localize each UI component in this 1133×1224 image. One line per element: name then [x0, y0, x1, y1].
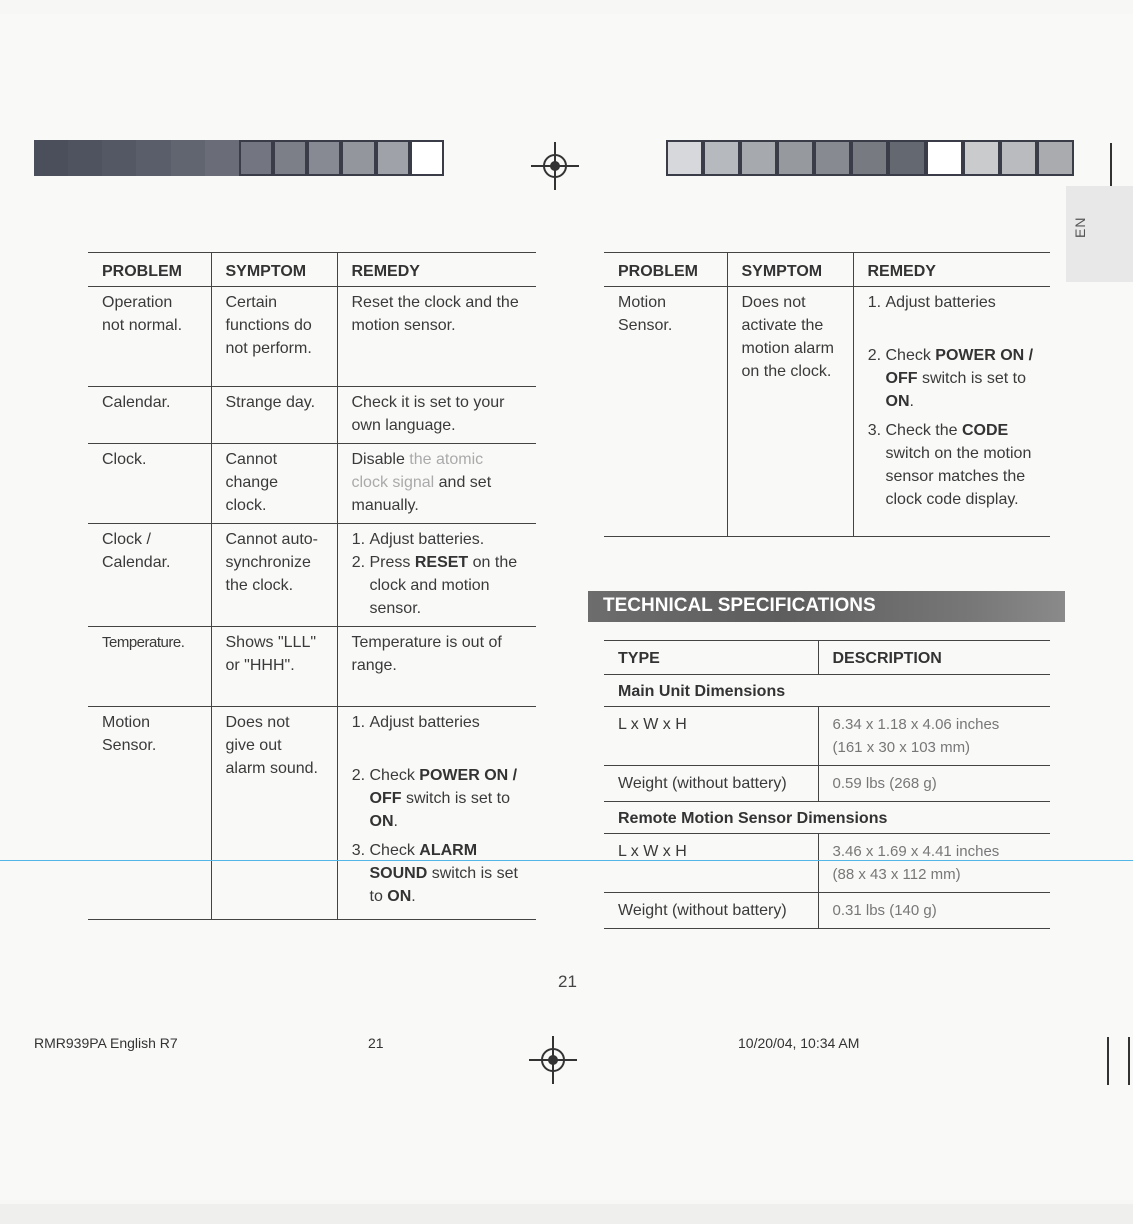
- crop-mark-bottom-right-2: [1128, 1037, 1130, 1085]
- footer-timestamp: 10/20/04, 10:34 AM: [738, 1035, 860, 1051]
- remedy-steps: [352, 711, 523, 908]
- header-remedy: REMEDY: [853, 253, 1050, 287]
- step-keyword: POWER ON / OFF: [369, 767, 518, 807]
- symptom-cell: Certain functions do not perform.: [211, 287, 337, 387]
- tech-specs-table: [604, 640, 1050, 929]
- step-text: .: [909, 393, 914, 410]
- header-symptom: SYMPTOM: [727, 253, 853, 287]
- color-swatch: [888, 140, 925, 176]
- remedy-text: and set manually.: [351, 474, 492, 514]
- step-text: switch on the motion sensor matches the clock code display.: [885, 445, 1032, 508]
- remedy-cell: [337, 707, 536, 920]
- step-text: .: [411, 888, 416, 905]
- step-text: Check: [369, 842, 420, 859]
- symptom-cell: Shows "LLL" or "HHH".: [211, 627, 337, 707]
- remedy-step: [886, 344, 1037, 413]
- symptom-cell: Strange day.: [211, 387, 337, 444]
- symptom-cell: Cannot change clock.: [211, 444, 337, 524]
- language-tab: [1066, 186, 1133, 282]
- color-swatch: [376, 140, 410, 176]
- color-swatch: [171, 140, 205, 176]
- color-swatch: [68, 140, 102, 176]
- table-header-row: [604, 641, 1050, 675]
- remedy-step: 1. Adjust batteries.: [370, 528, 523, 551]
- color-swatch: [341, 140, 375, 176]
- footer-doc-id: RMR939PA English R7: [34, 1035, 178, 1051]
- problem-cell: Calendar.: [88, 387, 211, 444]
- table-header-row: [604, 253, 1050, 287]
- remedy-cell: [337, 444, 536, 524]
- problem-cell: Clock / Calendar.: [88, 524, 211, 627]
- table-row: [88, 387, 536, 444]
- tech-specs-heading: [588, 591, 1065, 622]
- header-description: DESCRIPTION: [818, 641, 1050, 675]
- remedy-step: 1. Adjust batteries: [370, 711, 523, 734]
- step-text: switch is set to: [401, 790, 510, 807]
- table-row: [604, 834, 1050, 893]
- spec-description-cell: 0.31 lbs (140 g): [818, 893, 1050, 929]
- main-unit-section-title: Main Unit Dimensions: [604, 675, 1050, 707]
- spec-value-line: 3.46 x 1.69 x 4.41 inches: [832, 843, 1000, 860]
- color-swatch: [1000, 140, 1037, 176]
- table-header-row: [88, 253, 536, 287]
- step-text: Press: [369, 554, 415, 571]
- remedy-steps: [868, 291, 1037, 511]
- remedy-cell: Reset the clock and the motion sensor.: [337, 287, 536, 387]
- color-swatch: [777, 140, 814, 176]
- table-row: [604, 707, 1050, 766]
- header-type: TYPE: [604, 641, 818, 675]
- step-text: .: [393, 813, 398, 830]
- step-keyword: ALARM SOUND: [369, 842, 478, 882]
- remedy-text-faded: the atomic clock signal: [351, 451, 484, 491]
- step-keyword: ON: [387, 888, 412, 905]
- color-swatch: [410, 140, 444, 176]
- step-text: Check: [369, 767, 420, 784]
- color-swatch: [666, 140, 703, 176]
- troubleshooting-table-left: [88, 252, 536, 920]
- header-problem: PROBLEM: [88, 253, 211, 287]
- footer-page: 21: [368, 1035, 384, 1051]
- step-text: switch is set to: [917, 370, 1026, 387]
- spec-description-cell: [818, 707, 1050, 766]
- step-text: on the clock and motion sensor.: [369, 554, 518, 617]
- color-swatch: [273, 140, 307, 176]
- problem-cell: Motion Sensor.: [88, 707, 211, 920]
- color-swatch: [740, 140, 777, 176]
- color-swatch: [307, 140, 341, 176]
- color-bar-right: [666, 140, 1074, 176]
- table-row: [88, 287, 536, 387]
- color-swatch: [34, 140, 68, 176]
- bottom-strip: [0, 1204, 1133, 1224]
- step-text: Check the: [885, 422, 962, 439]
- table-row: [88, 707, 536, 920]
- remedy-step: [370, 551, 523, 620]
- spec-description-cell: [818, 834, 1050, 893]
- spec-value-line: (161 x 30 x 103 mm): [832, 739, 971, 756]
- remedy-step: 1. Adjust batteries: [886, 291, 1037, 314]
- spec-type-cell: Weight (without battery): [604, 766, 818, 802]
- section-row: [604, 802, 1050, 834]
- step-keyword: POWER ON / OFF: [885, 347, 1034, 387]
- color-swatch: [926, 140, 963, 176]
- remote-section-title: Remote Motion Sensor Dimensions: [604, 802, 1050, 834]
- step-text: Check: [885, 347, 936, 364]
- color-swatch: [814, 140, 851, 176]
- table-row: [604, 287, 1050, 537]
- table-row: [604, 766, 1050, 802]
- registration-mark-top-icon: [531, 142, 579, 190]
- color-swatch: [205, 140, 239, 176]
- symptom-cell: Does not activate the motion alarm on the clock.: [727, 287, 853, 537]
- problem-cell: Temperature.: [88, 627, 211, 707]
- step-text: switch is set to: [369, 865, 518, 905]
- spec-value-line: 6.34 x 1.18 x 4.06 inches: [832, 716, 1000, 733]
- crop-mark-bottom-right-1: [1107, 1037, 1109, 1085]
- problem-cell: Motion Sensor.: [604, 287, 727, 537]
- table-row: [88, 524, 536, 627]
- page-number: 21: [558, 972, 577, 991]
- color-swatch: [1037, 140, 1074, 176]
- symptom-cell: Does not give out alarm sound.: [211, 707, 337, 920]
- problem-cell: Clock.: [88, 444, 211, 524]
- language-tab-label: EN: [1072, 216, 1088, 238]
- section-row: [604, 675, 1050, 707]
- remedy-step: [370, 839, 523, 908]
- crop-mark-top-right: [1110, 143, 1112, 189]
- remedy-step: [886, 419, 1037, 511]
- spec-description-cell: 0.59 lbs (268 g): [818, 766, 1050, 802]
- step-keyword: RESET: [414, 554, 469, 571]
- remedy-cell: [853, 287, 1050, 537]
- step-keyword: CODE: [961, 422, 1009, 439]
- remedy-steps: [352, 528, 523, 620]
- table-row: [88, 627, 536, 707]
- remedy-cell: [337, 524, 536, 627]
- registration-mark-bottom-icon: [529, 1036, 577, 1084]
- header-problem: PROBLEM: [604, 253, 727, 287]
- symptom-cell: Cannot auto-synchronize the clock.: [211, 524, 337, 627]
- remedy-step: [370, 764, 523, 833]
- header-symptom: SYMPTOM: [211, 253, 337, 287]
- color-bar-left: [34, 140, 444, 176]
- color-swatch: [102, 140, 136, 176]
- remedy-text: Disable: [351, 451, 405, 468]
- remedy-cell: Check it is set to your own language.: [337, 387, 536, 444]
- troubleshooting-table-right: [604, 252, 1050, 537]
- spec-type-cell: L x W x H: [604, 834, 818, 893]
- header-remedy: REMEDY: [337, 253, 536, 287]
- step-keyword: ON: [885, 393, 910, 410]
- problem-cell: Operation not normal.: [88, 287, 211, 387]
- table-row: [88, 444, 536, 524]
- spec-type-cell: Weight (without battery): [604, 893, 818, 929]
- color-swatch: [136, 140, 170, 176]
- color-swatch: [851, 140, 888, 176]
- table-row: [604, 893, 1050, 929]
- guide-line: [0, 860, 1133, 861]
- color-swatch: [239, 140, 273, 176]
- spec-type-cell: L x W x H: [604, 707, 818, 766]
- remedy-cell: Temperature is out of range.: [337, 627, 536, 707]
- tech-specs-title: TECHNICAL SPECIFICATIONS: [603, 595, 876, 616]
- step-keyword: ON: [369, 813, 394, 830]
- spec-value-line: (88 x 43 x 112 mm): [832, 866, 961, 883]
- color-swatch: [963, 140, 1000, 176]
- color-swatch: [703, 140, 740, 176]
